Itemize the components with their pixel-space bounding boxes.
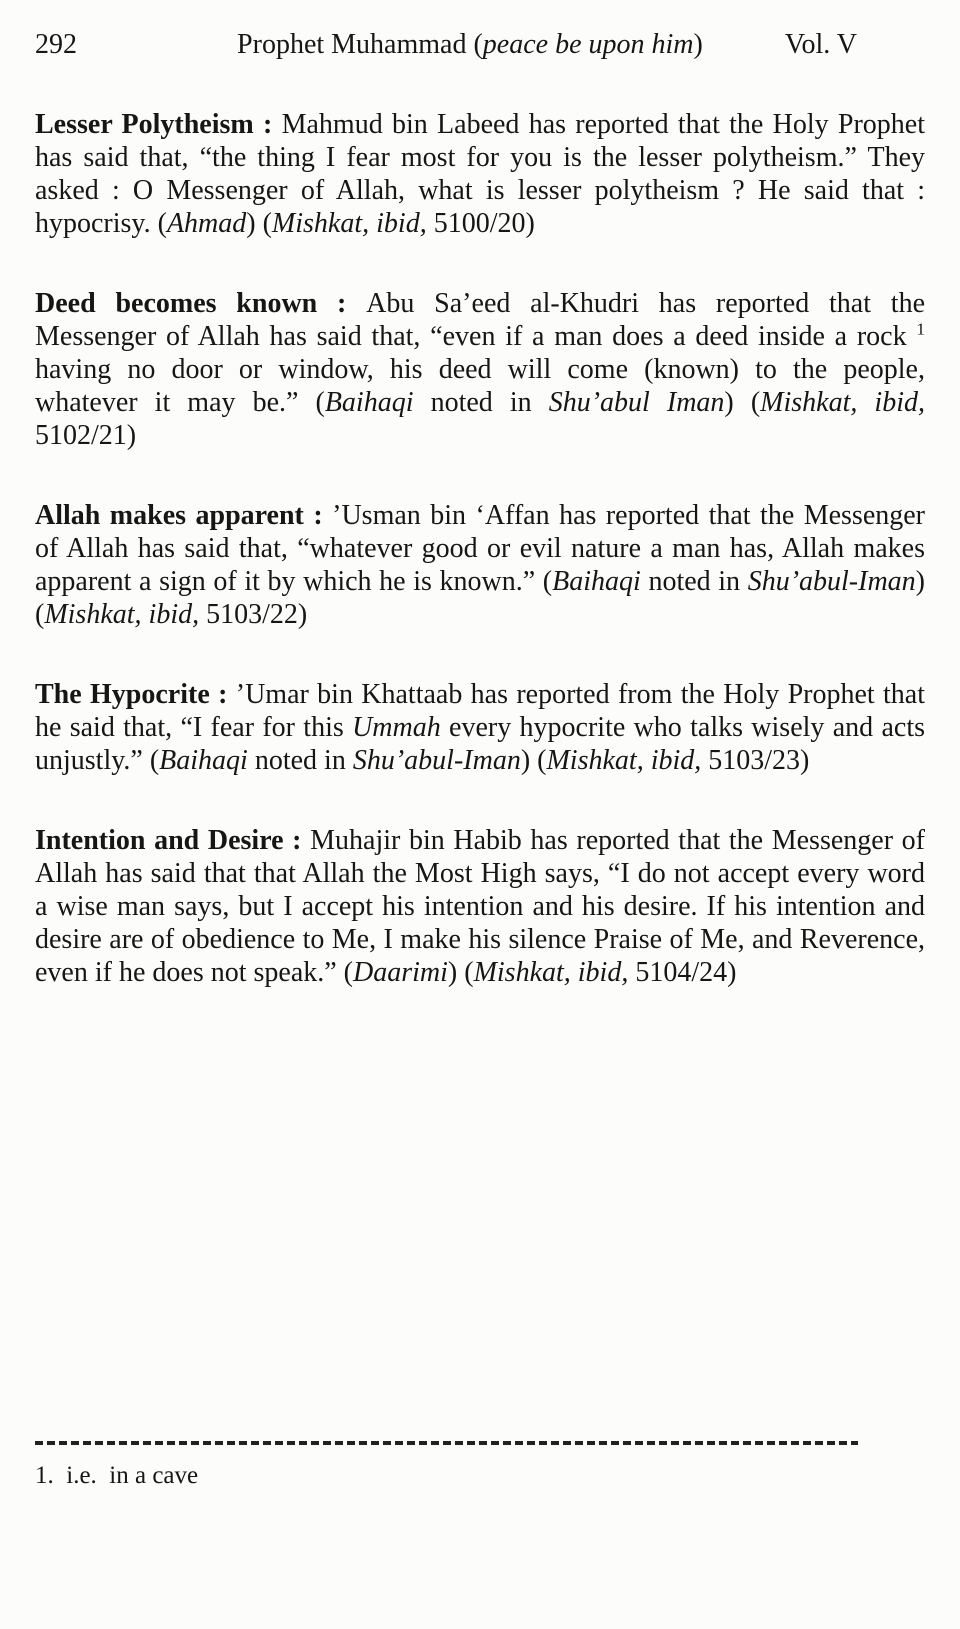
text-segment: Allah makes apparent :: [35, 500, 333, 531]
paragraph-intention-and-desire: [35, 824, 925, 989]
text-segment: Shu’abul-Iman: [747, 566, 916, 597]
text-segment: Shu’abul-Iman: [352, 745, 521, 776]
text-segment: Baihaqi: [324, 387, 414, 418]
text-segment: Mishkat, ibid,: [546, 745, 702, 776]
text-segment: Mishkat, ibid,: [44, 599, 200, 630]
text-segment: ): [693, 29, 703, 60]
text-segment: ) (: [724, 387, 761, 418]
text-segment: Deed becomes known :: [35, 288, 367, 319]
text-segment: 5103/23): [701, 745, 810, 776]
text-segment: every hypocrite who talks wisely and acts unjustly.” (: [35, 712, 925, 776]
text-segment: noted in: [247, 745, 353, 776]
text-segment: 5104/24): [628, 957, 737, 988]
text-segment: noted in: [640, 566, 748, 597]
text-segment: ’Umar bin Khattaab has reported from the Holy Prophet that he said that, “I fear for this: [35, 679, 925, 743]
text-segment: Mahmud bin Labeed has reported that the Holy Prophet has said that, “the thing I fear most for you is the lesser polytheism.” They asked : O Messenger of Allah, what is lesser polytheism ? He said that : hypocrisy. (: [35, 109, 925, 239]
text-segment: Baihaqi: [552, 566, 641, 597]
text-segment: Baihaqi: [159, 745, 248, 776]
text-segment: The Hypocrite :: [35, 679, 236, 710]
text-segment: peace be upon him: [482, 29, 694, 60]
text-segment: Ummah: [352, 712, 441, 743]
text-segment: 5103/22): [199, 599, 308, 630]
page-header: [35, 28, 925, 61]
text-segment: Intention and Desire :: [35, 825, 311, 856]
text-segment: having no door or window, his deed will come (known) to the people, whatever it may be.” (: [35, 354, 925, 418]
text-segment: ) (: [246, 208, 272, 239]
text-segment: Mishkat, ibid,: [760, 387, 925, 418]
page-title: [155, 28, 785, 61]
text-segment: noted in: [413, 387, 549, 418]
page-body: [35, 108, 925, 989]
text-segment: ’Usman bin ‘Affan has reported that the Messenger of Allah has said that, “whatever good or evil nature a man has, Allah makes apparent a sign of it by which he is known.” (: [35, 500, 926, 597]
footnote-marker: 1: [916, 319, 925, 339]
text-segment: ) (: [447, 957, 474, 988]
text-segment: 5102/21): [35, 420, 137, 451]
text-segment: Lesser Polytheism :: [35, 109, 282, 140]
text-segment: Daarimi: [353, 957, 448, 988]
text-segment: Shu’abul Iman: [548, 387, 725, 418]
text-segment: Mishkat, ibid,: [473, 957, 629, 988]
volume-label: Vol. V: [784, 29, 857, 60]
text-segment: Muhajir bin Habib has reported that the Messenger of Allah has said that that Allah the Most High says, “I do not accept every word a wise man says, but I accept his intention and his desire. If his intention and desire are of obedience to Me, I make his silence Praise of Me, and Reverence, even if he does not speak.” (: [35, 825, 925, 988]
text-segment: Mishkat, ibid,: [271, 208, 427, 239]
text-segment: ) (: [35, 566, 925, 630]
footnote-divider: [35, 1441, 858, 1445]
text-segment: ) (: [520, 745, 547, 776]
text-segment: Abu Sa’eed al-Khudri has reported that the Messenger of Allah has said that, “even if a man does a deed inside a rock: [35, 288, 925, 352]
page-number: 292: [35, 29, 77, 60]
text-segment: Ahmad: [166, 208, 247, 239]
footnote-text: 1. i.e. in a cave: [35, 1462, 199, 1489]
paragraph-deed-becomes-known: [35, 287, 925, 452]
text-segment: 5100/20): [426, 208, 535, 239]
paragraph-the-hypocrite: [35, 678, 925, 777]
footnote-section: [35, 1441, 925, 1491]
text-segment: Prophet Muhammad (: [237, 29, 483, 60]
paragraph-lesser-polytheism: [35, 108, 925, 240]
paragraph-allah-makes-apparent: [35, 499, 925, 631]
